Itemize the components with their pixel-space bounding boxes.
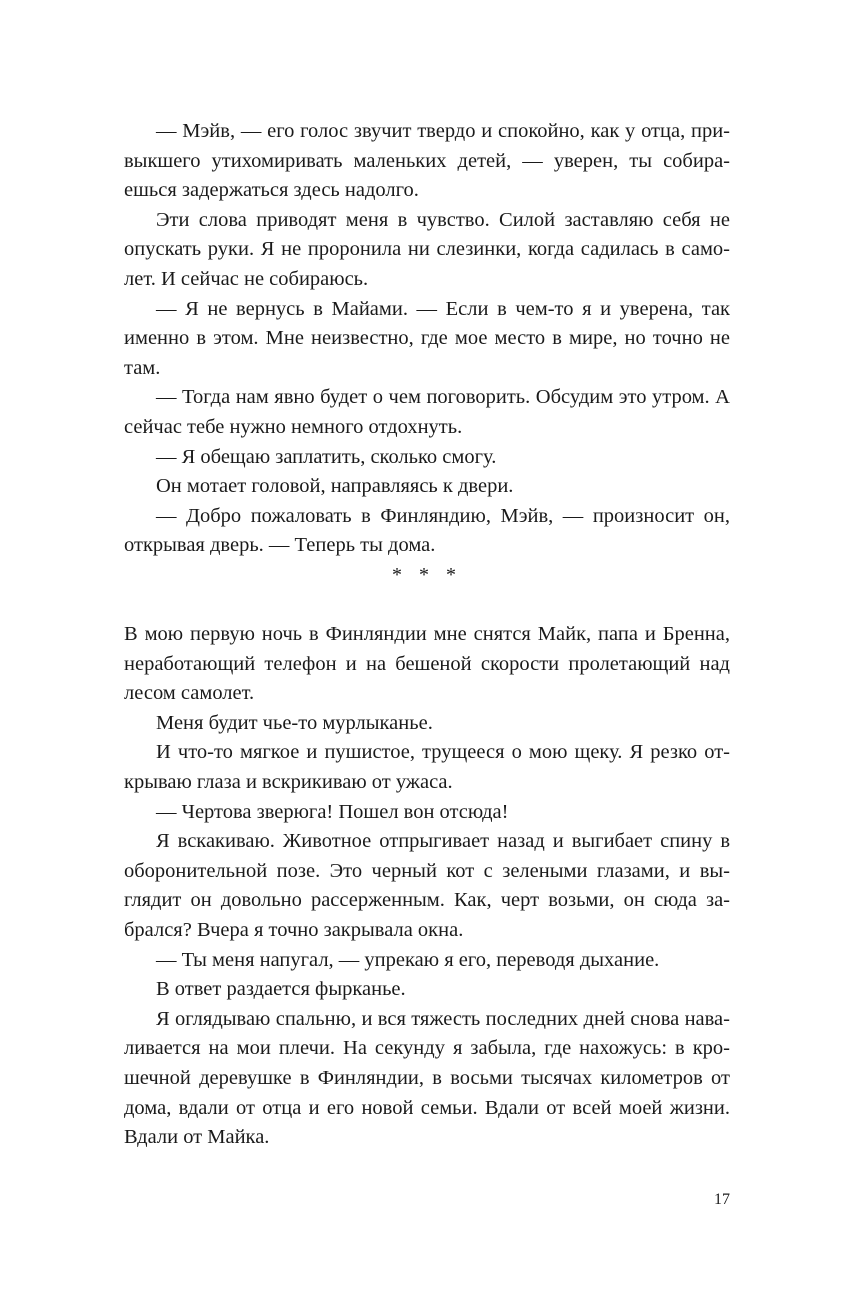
paragraph: — Мэйв, — его голос звучит твердо и спокойно, как у отца, привыкшего утихомиривать маленьких детей, — уверен, ты собираешься задержаться здесь надолго. (124, 120, 730, 202)
paragraph: Я вскакиваю. Животное отпрыгивает назад и выгибает спину в оборонительной позе. Это черный кот с зелеными глазами, и выглядит он довольно рассерженным. Как, черт возьми, он сюда забрался? Вчера я точно закрывала окна. (124, 830, 730, 941)
paragraph: Он мотает головой, направляясь к двери. (156, 475, 514, 498)
paragraph: В мою первую ночь в Финляндии мне снятся Майк, папа и Бренна, неработающий телефон и на бешеной скорости пролетающий над лесом самолет. (124, 623, 730, 705)
text-section-2 (124, 620, 730, 1153)
paragraph: — Ты меня напугал, — упрекаю я его, переводя дыхание. (156, 948, 660, 971)
paragraph: Меня будит чье-то мурлыканье. (156, 711, 433, 734)
paragraph: — Я не вернусь в Майами. — Если в чем-то я и уверена, так именно в этом. Мне неизвестно, где мое место в мире, но точно не там. (124, 297, 730, 379)
paragraph: Я оглядываю спальню, и вся тяжесть последних дней снова наваливается на мои плечи. На секунду я забыла, где нахожусь: в крошечной деревушке в Финляндии, в восьми тысячах километров от дома, вдали от отца и его новой семьи. Вдали от всей моей жизни. Вдали от Майка. (124, 1007, 730, 1149)
paragraph: — Я обещаю заплатить, сколько смогу. (156, 445, 497, 468)
paragraph: В ответ раздается фырканье. (156, 978, 406, 1001)
paragraph: — Тогда нам явно будет о чем поговорить. Обсудим это утром. А сейчас тебе нужно немного отдохнуть. (124, 386, 730, 438)
text-section-1 (124, 117, 730, 561)
page-number: 17 (714, 1191, 730, 1208)
paragraph: И что-то мягкое и пушистое, трущееся о мою щеку. Я резко открываю глаза и вскрикиваю от ужаса. (124, 741, 730, 793)
paragraph: Эти слова приводят меня в чувство. Силой заставляю себя не опускать руки. Я не проронила ни слезинки, когда садилась в самолет. И сейчас не собираюсь. (124, 208, 730, 290)
section-separator: * * * (392, 564, 462, 586)
paragraph: — Чертова зверюга! Пошел вон отсюда! (156, 800, 509, 823)
paragraph: — Добро пожаловать в Финляндию, Мэйв, — произносит он, открывая дверь. — Теперь ты дома. (124, 504, 730, 557)
